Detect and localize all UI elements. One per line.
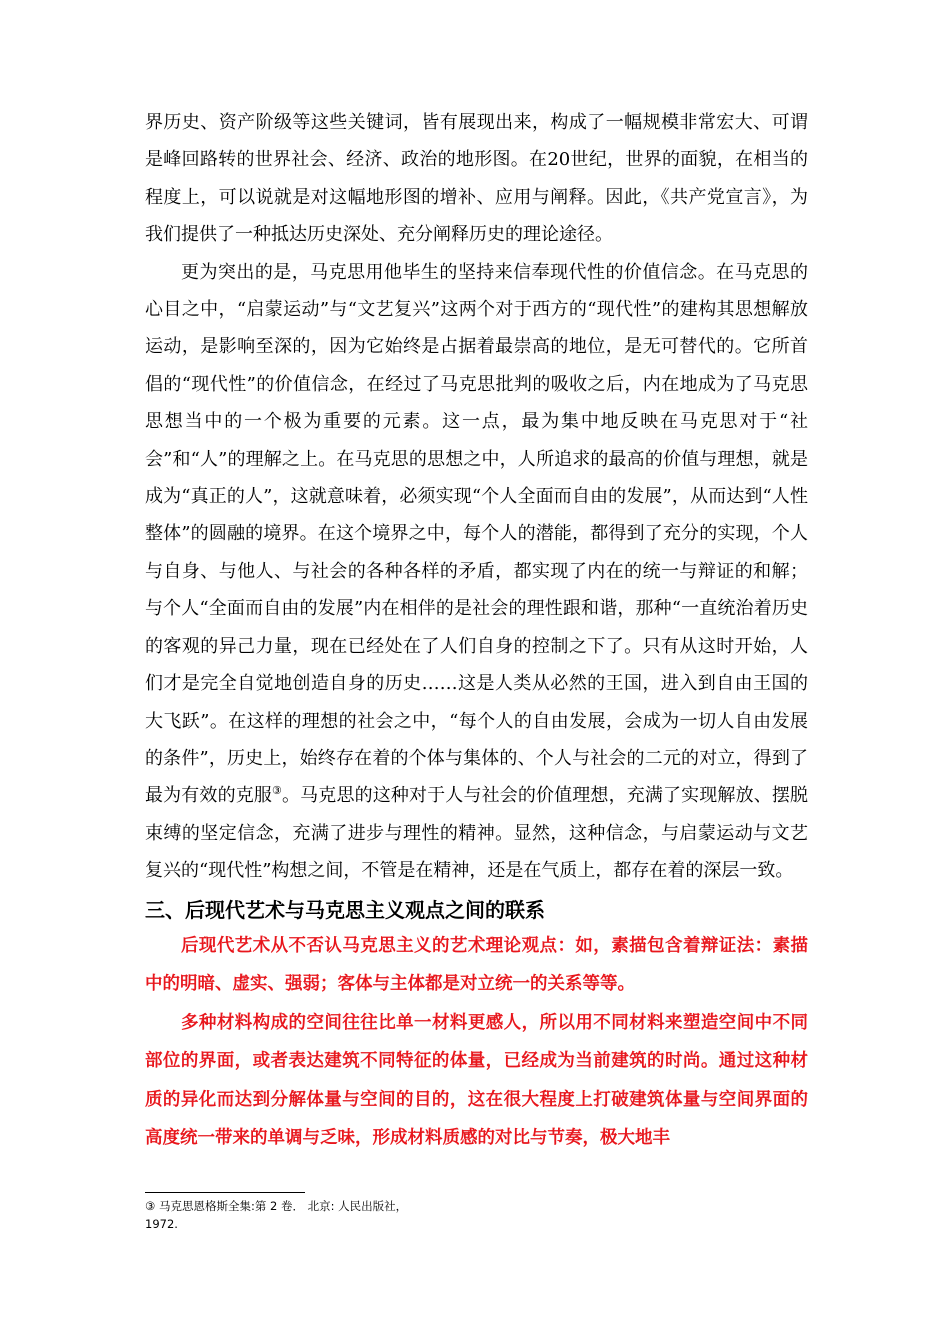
paragraph-modernity-text-a: 更为突出的是，马克思用他毕生的坚持来信奉现代性的价值信念。在马克思的心目之中，“启蒙运动”与“文艺复兴”这两个对于西方的“现代性”的建构其思想解放运动，是影响至深的，因为它始终是占据着最崇高的地位，是无可替代的。它所首倡的“现代性”的价值信念，在经过了马克思批判的吸收之后，内在地成为了马克思思想当中的一个极为重要的元素。这一点，最为集中地反映在马克思对于“社会”和“人”的理解之上。在马克思的思想之中，人所追求的最高的价值与理想，就是成为“真正的人”，这就意味着，必须实现“个人全面而自由的发展”，从而达到“人性整体”的圆融的境界。在这个境界之中，每个人的潜能，都得到了充分的实现，个人与自身、与他人、与社会的各种各样的矛盾，都实现了内在的统一与辩证的和解；与个人“全面而自由的发展”内在相伴的是社会的理性跟和谐，那种“一直统治着历史的客观的异己力量，现在已经处在了人们自身的控制之下了。只有从这时开始，人们才是完全自觉地创造自身的历史……这是人类从必然的王国，进入到自由王国的大飞跃”。在这样的理想的社会之中，“每个人的自由发展，会成为一切人自由发展的条件”，历史上，始终存在着的个体与集体的、个人与社会的二元的对立，得到了最为有效的克服 bbox=[145, 261, 808, 807]
footnote bbox=[145, 1197, 485, 1233]
paragraph-modernity bbox=[145, 254, 808, 890]
footnote-line-2: 1972. bbox=[145, 1217, 178, 1231]
highlighted-paragraph-1: 后现代艺术从不否认马克思主义的艺术理论观点：如，素描包含着辩证法：素描中的明暗、虚实、强弱；客体与主体都是对立统一的关系等等。 bbox=[145, 935, 808, 995]
footnote-mark: ③ bbox=[145, 1199, 156, 1213]
body-content bbox=[145, 104, 808, 1158]
highlighted-paragraph-2: 多种材料构成的空间往往比单一材料更感人，所以用不同材料来塑造空间中不同部位的界面，或者表达建筑不同特征的体量，已经成为当前建筑的时尚。通过这种材质的异化而达到分解体量与空间的目的，这在很大程度上打破建筑体量与空间界面的高度统一带来的单调与乏味，形成材料质感的对比与节奏，极大地丰 bbox=[145, 1012, 808, 1149]
footnote-separator bbox=[145, 1192, 305, 1193]
paragraph-continuation: 界历史、资产阶级等这些关键词，皆有展现出来，构成了一幅规模非常宏大、可谓是峰回路转的世界社会、经济、政治的地形图。在20世纪，世界的面貌，在相当的程度上，可以说就是对这幅地形图的增补、应用与阐释。因此，《共产党宣言》，为我们提供了一种抵达历史深处、充分阐释历史的理论途径。 bbox=[145, 112, 808, 246]
paragraph-modernity-text-b: 。马克思的这种对于人与社会的价值理想，充满了实现解放、摆脱束缚的坚定信念，充满了进步与理性的精神。显然，这种信念，与启蒙运动与文艺复兴的“现代性”构想之间，不管是在精神，还是在气质上，都存在着的深层一致。 bbox=[145, 785, 808, 882]
footnote-line-1 bbox=[145, 1197, 485, 1215]
footnote-text: 马克思恩格斯全集:第 2 卷． 北京: 人民出版社， bbox=[155, 1199, 408, 1213]
footnote-reference[interactable]: ③ bbox=[272, 784, 283, 798]
section-heading: 三、后现代艺术与马克思主义观点之间的联系 bbox=[145, 897, 545, 922]
